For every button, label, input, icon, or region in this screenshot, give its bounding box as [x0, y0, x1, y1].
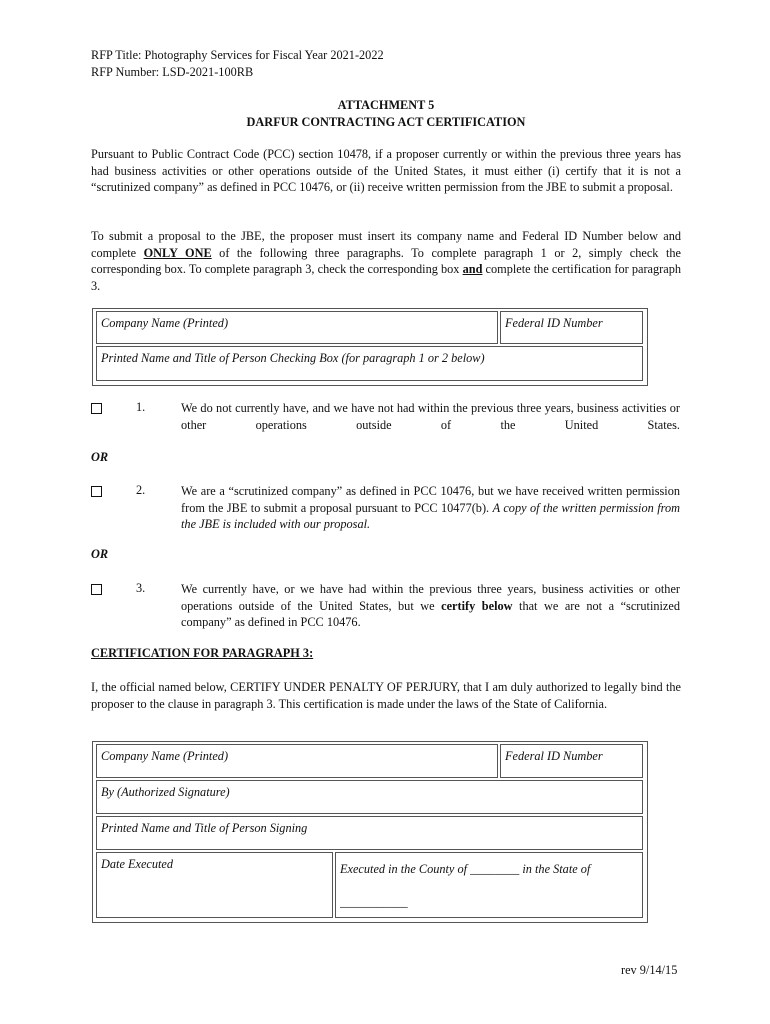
- certify-below-emphasis: certify below: [441, 598, 513, 613]
- company-name-field[interactable]: Company Name (Printed): [96, 311, 498, 344]
- option-2-number: 2.: [136, 483, 146, 497]
- rfp-number: RFP Number: LSD-2021-100RB: [91, 65, 254, 79]
- option-1-number: 1.: [136, 400, 146, 414]
- option-3-checkbox[interactable]: [91, 584, 102, 595]
- document-title: DARFUR CONTRACTING ACT CERTIFICATION: [246, 115, 526, 129]
- option-2-text: We are a “scrutinized company” as defined in PCC 10476, but we have received written permission from the JBE to submit a proposal pursuant to PCC 10477(b). A copy of the written permission from the JBE is included with our proposal.: [181, 484, 680, 531]
- and-emphasis: and: [462, 262, 483, 276]
- county-state-field[interactable]: Executed in the County of ________ in the State of ___________: [335, 852, 643, 918]
- or-separator-1: OR: [91, 450, 109, 464]
- signer-printed-name-field[interactable]: Printed Name and Title of Person Signing: [96, 816, 643, 850]
- intro-paragraph-1: Pursuant to Public Contract Code (PCC) section 10478, if a proposer currently or within the previous three years has had business activities or other operations outside of the United States, it must either (i) certify that it is not a “scrutinized company” as defined in PCC 10476, or (ii) receive written permission from the JBE to submit a proposal.: [91, 147, 681, 194]
- only-one-emphasis: ONLY ONE: [143, 245, 212, 260]
- printed-name-field[interactable]: Printed Name and Title of Person Checking Box (for paragraph 1 or 2 below): [96, 346, 643, 381]
- rfp-title: RFP Title: Photography Services for Fiscal Year 2021-2022: [91, 48, 384, 62]
- option-1-checkbox[interactable]: [91, 403, 102, 414]
- intro-paragraph-2: To submit a proposal to the JBE, the proposer must insert its company name and Federal ID Number below and complete ONLY ONE of the following three paragraphs. To complete paragraph 1 or 2, simply check the corresponding box. To complete paragraph 3, check the corresponding box and complete the certification for paragraph 3.: [91, 229, 682, 293]
- date-executed-field[interactable]: Date Executed: [96, 852, 333, 918]
- cert-company-name-field[interactable]: Company Name (Printed): [96, 744, 498, 778]
- revision-date: rev 9/14/15: [621, 963, 678, 977]
- certification-heading: CERTIFICATION FOR PARAGRAPH 3:: [91, 646, 314, 660]
- option-2-checkbox[interactable]: [91, 486, 102, 497]
- certification-text: I, the official named below, CERTIFY UNDER PENALTY OF PERJURY, that I am duly authorized to legally bind the proposer to the clause in paragraph 3. This certification is made under the laws of the State of California.: [91, 680, 681, 711]
- cert-federal-id-field[interactable]: Federal ID Number: [500, 744, 643, 778]
- option-3-text: We currently have, or we have had within the previous three years, business activities or other operations outside of the United States, but we certify below that we are not a “scrutinized company” as defined in PCC 10476.: [181, 582, 680, 629]
- attachment-title: ATTACHMENT 5: [337, 98, 435, 112]
- option-1-text: We do not currently have, and we have not had within the previous three years, business activities or other operations outside of the United States.: [181, 401, 680, 432]
- option-3-number: 3.: [136, 581, 146, 595]
- option-2-italic-note: A copy of the written permission from the JBE is included with our proposal.: [181, 500, 680, 531]
- or-separator-2: OR: [91, 547, 109, 561]
- federal-id-field[interactable]: Federal ID Number: [500, 311, 643, 344]
- authorized-signature-field[interactable]: By (Authorized Signature): [96, 780, 643, 814]
